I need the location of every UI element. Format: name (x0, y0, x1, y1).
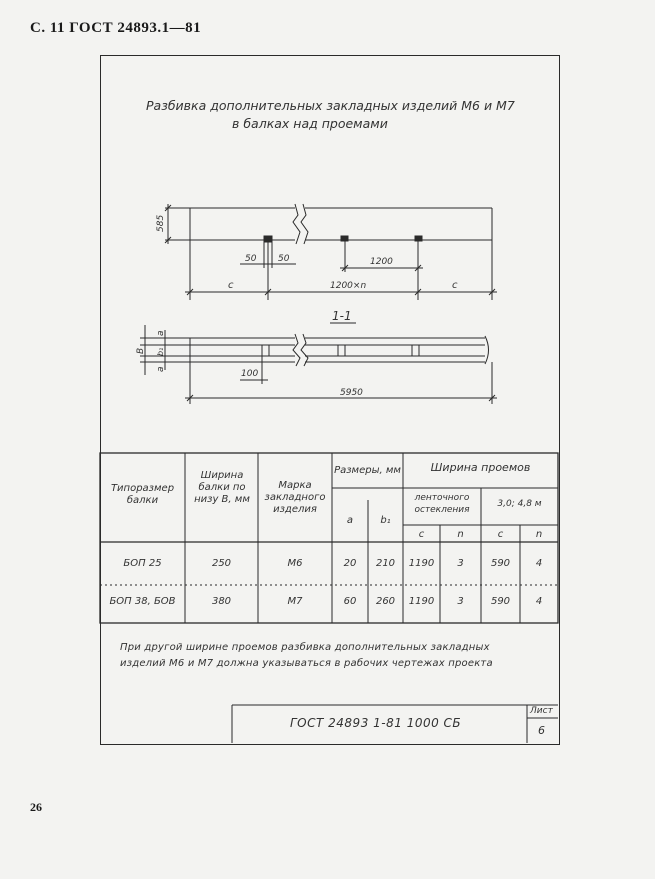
drawing-title-line2: в балках над проемами (232, 116, 388, 131)
note-line2: изделий М6 и М7 должна указываться в рабочих чертежах проекта (120, 658, 493, 669)
stamp-sheet-number: 6 (538, 724, 545, 737)
cell-c2: 590 (490, 596, 511, 607)
table-header-n2: n (535, 529, 543, 540)
cell-c1: 1190 (408, 558, 435, 569)
cell-c2: 590 (490, 558, 511, 569)
cell-n2: 4 (535, 596, 543, 607)
table-header-c1: c (418, 529, 425, 540)
table-header-dimensions: Размеры, мм (334, 465, 401, 476)
table-header-mark: Марка закладного изделия (264, 480, 326, 515)
embedded-part (412, 345, 419, 356)
embedded-part (262, 345, 269, 356)
dim-b: B (136, 347, 146, 354)
note-line1: При другой ширине проемов разбивка дополнительных закладных (120, 642, 490, 653)
dim-c-left: c (228, 280, 234, 291)
page-header: С. 11 ГОСТ 24893.1—81 (30, 20, 202, 36)
cell-type: БОП 38, БОВ (109, 596, 176, 607)
cell-n1: 3 (457, 596, 464, 607)
dim-50-right: 50 (278, 254, 290, 264)
embedded-part (338, 345, 345, 356)
cell-a: 20 (343, 558, 357, 569)
table-header-3-48: 3,0; 4,8 м (497, 499, 542, 509)
dim-a-top: a (156, 330, 166, 336)
cell-c1: 1190 (408, 596, 435, 607)
dim-1200: 1200 (370, 257, 393, 267)
page-number: 26 (30, 800, 42, 814)
table-header-dim-a: a (346, 515, 354, 526)
drawing-title-line1: Разбивка дополнительных закладных изделий М6 и М7 (146, 98, 515, 113)
dim-1200n: 1200×n (330, 281, 367, 291)
table-header-n1: n (457, 529, 464, 540)
cell-b1: 260 (375, 596, 396, 607)
cell-mark: М6 (287, 558, 303, 569)
cell-n2: 4 (535, 558, 543, 569)
dim-a-bottom: a (156, 366, 166, 372)
dim-c-right: c (452, 280, 458, 291)
table-header-openings: Ширина проемов (430, 461, 531, 474)
table-header-dim-b1: b₁ (380, 515, 391, 526)
table-header-strip-glazing: ленточного остекления (414, 493, 470, 515)
cell-a: 60 (343, 596, 357, 607)
dim-100: 100 (241, 369, 259, 379)
table-header-width: Ширина балки по низу B, мм (194, 470, 250, 505)
break-symbol (293, 204, 300, 244)
table-header-c2: c (497, 529, 504, 540)
cell-width: 380 (211, 596, 232, 607)
cell-b1: 210 (375, 558, 396, 569)
cell-type: БОП 25 (123, 558, 162, 569)
stamp-sheet-label: Лист (530, 706, 553, 716)
table-header-type: Типоразмер балки (110, 483, 175, 506)
dim-5950: 5950 (340, 388, 363, 398)
dim-height: 585 (156, 214, 166, 232)
dim-b1: b₁ (156, 347, 165, 356)
cell-n1: 3 (457, 558, 464, 569)
cell-mark: М7 (287, 596, 303, 607)
note-text (120, 640, 540, 672)
stamp-designation: ГОСТ 24893 1-81 1000 СБ (290, 716, 462, 730)
cell-width: 250 (211, 558, 232, 569)
section-label: 1-1 (332, 309, 352, 323)
dim-50-left: 50 (245, 254, 257, 264)
